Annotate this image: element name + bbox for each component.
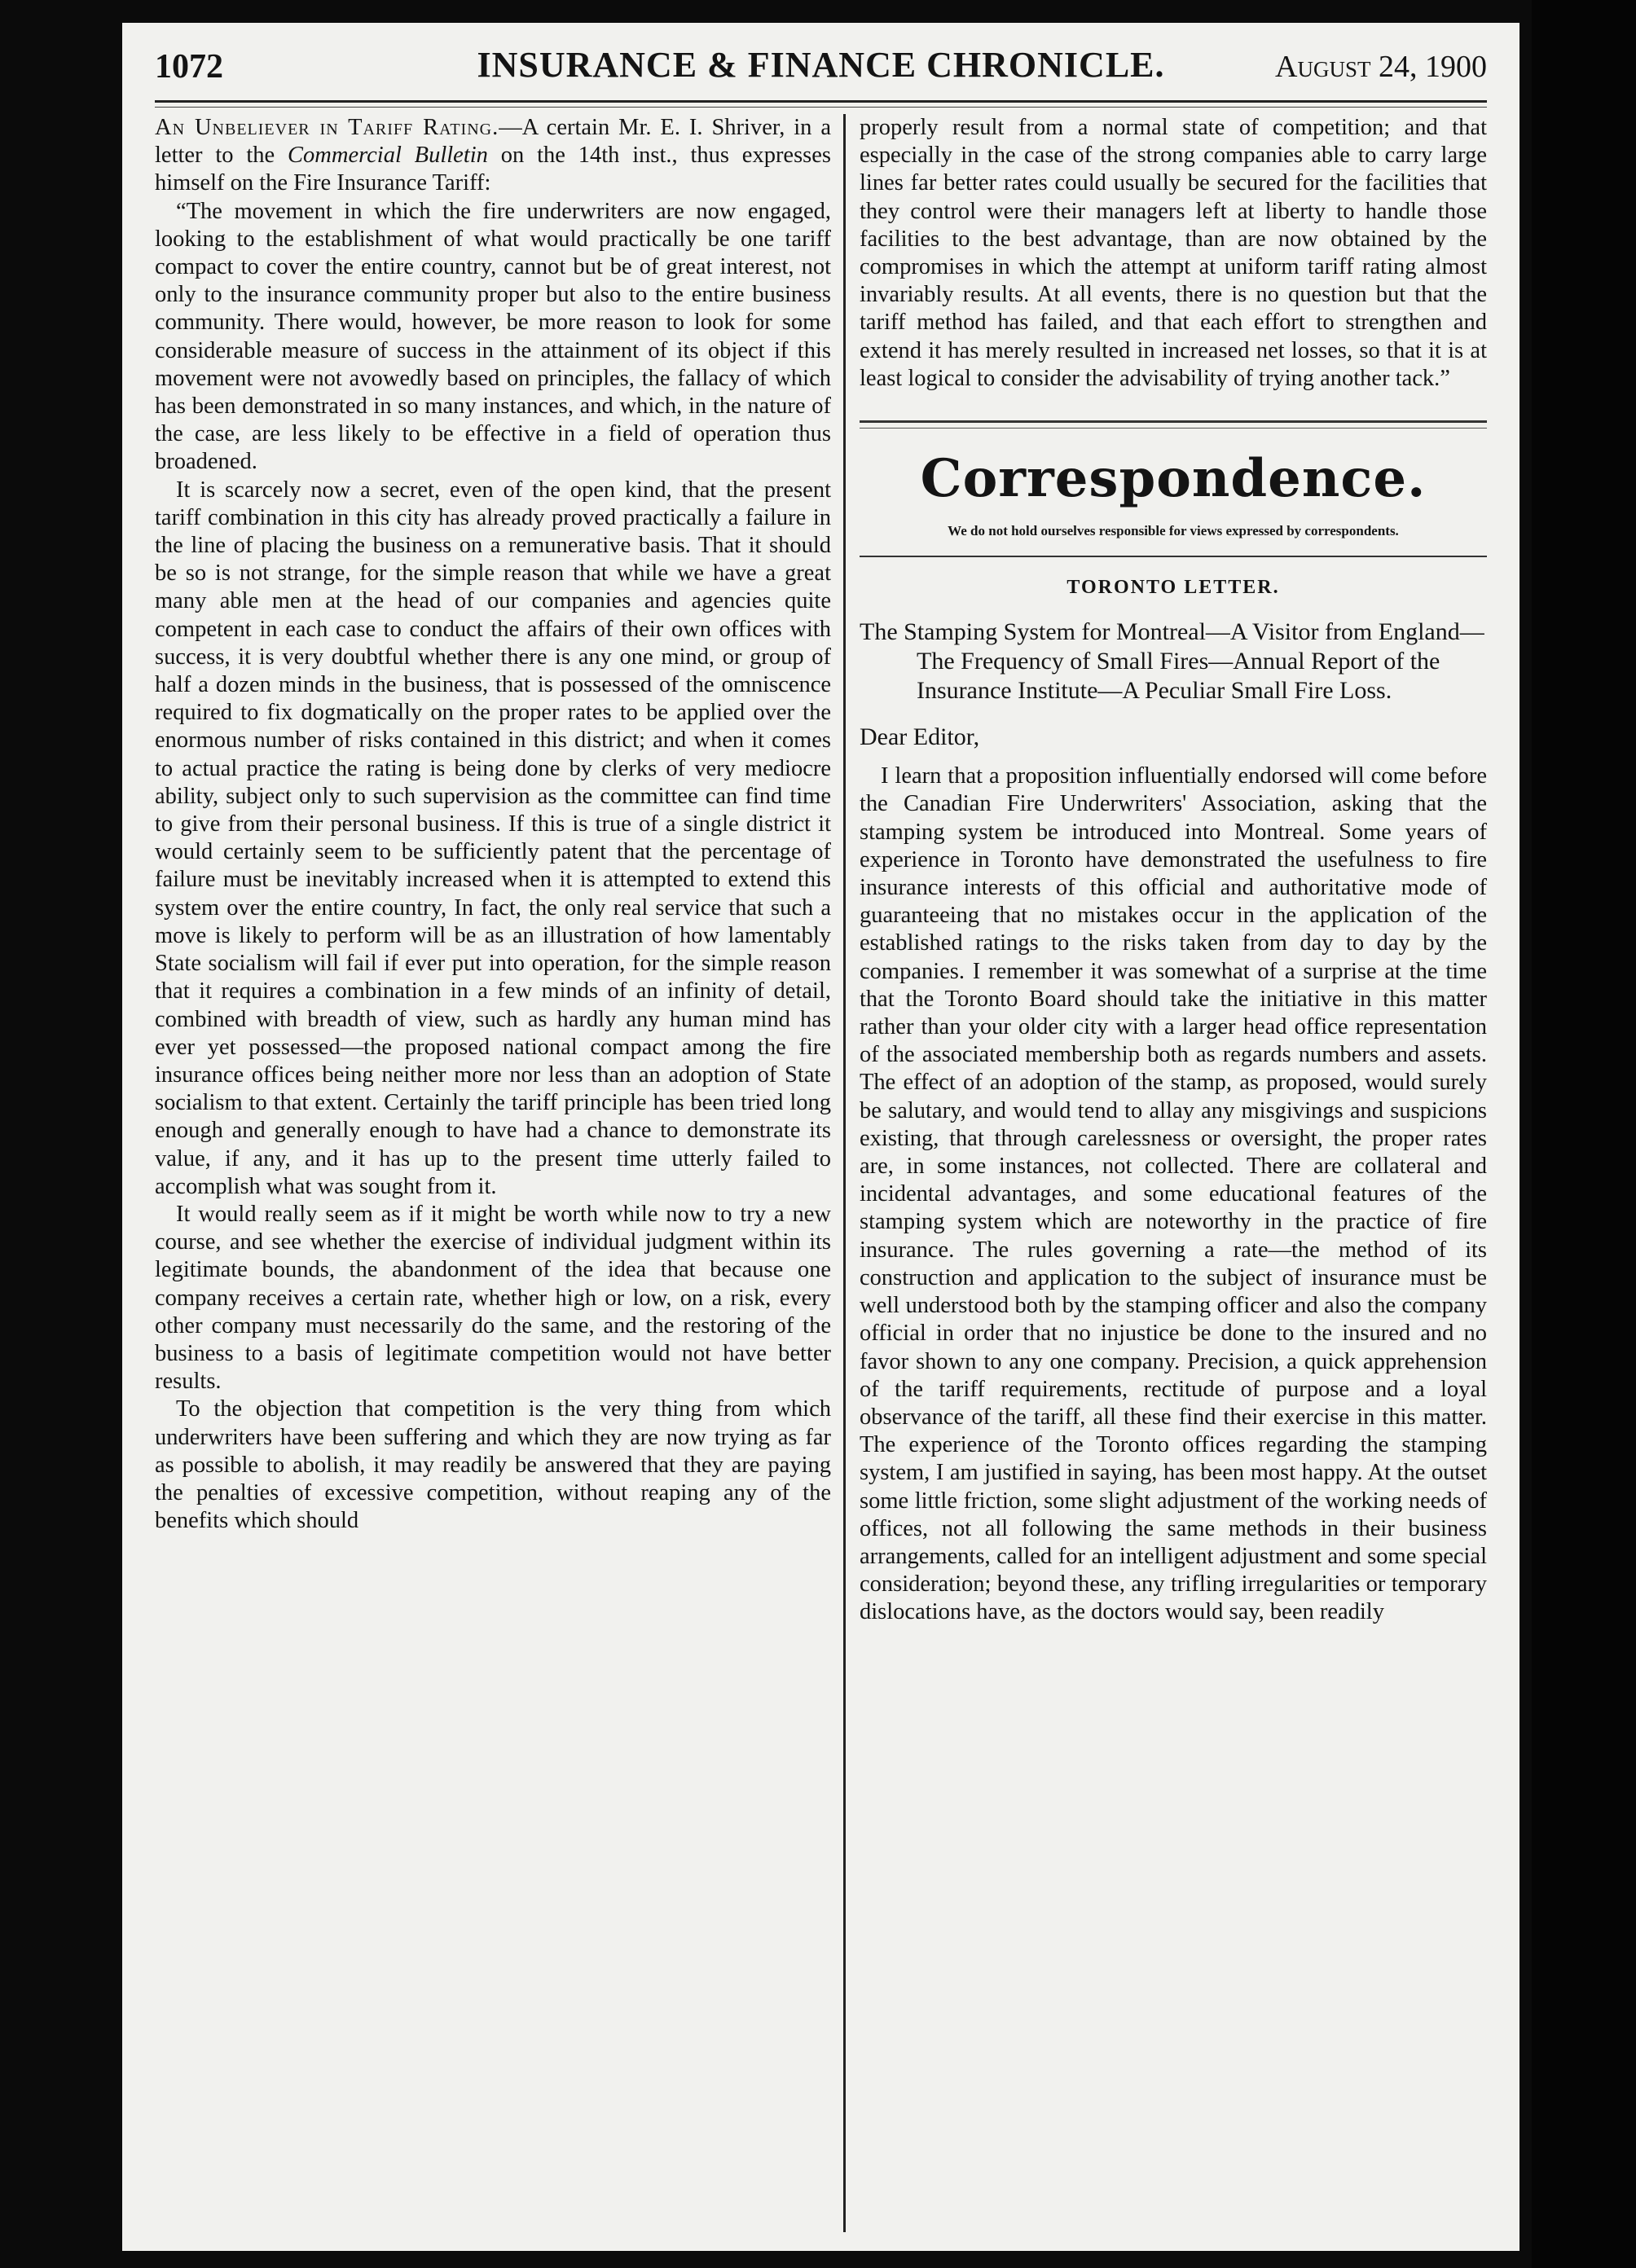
salutation: Dear Editor, — [860, 723, 980, 751]
newspaper-page — [122, 23, 1519, 2251]
intro-text-part2: on the 14th inst., thus expresses himself on the Fire Insurance Tariff: — [155, 143, 832, 196]
section-rule — [860, 420, 1487, 423]
letter-title: TORONTO LETTER. — [1066, 577, 1280, 599]
article-lead-heading: An Unbeliever in Tariff Rating. — [155, 115, 499, 140]
column-divider — [843, 114, 846, 2232]
editorial-disclaimer: We do not hold ourselves responsible for views expressed by correspondents. — [948, 523, 1399, 539]
page-number: 1072 — [155, 48, 223, 86]
publication-title: INSURANCE & FINANCE CHRONICLE. — [477, 45, 1165, 85]
section-heading: Correspondence. — [920, 448, 1427, 510]
letter-summary: The Stamping System for Montreal—A Visitor from England—The Frequency of Small Fires—Annual Report of the Insurance Institute—A Peculiar Small Fire Loss. — [860, 618, 1484, 705]
article-intro-paragraph — [155, 114, 831, 198]
intro-text-part1: —A certain Mr. E. I. Shriver, in a letter to the — [155, 115, 831, 169]
issue-date: August 24, 1900 — [1275, 50, 1487, 84]
letter-rule — [860, 556, 1487, 557]
article-paragraph: To the objection that competition is the very thing from which underwriters have been suffering and which they are now trying as far as possible to abolish, it may readily be answered that they are paying the penalties of excessive competition, without reaping any of the benefits which should — [155, 1396, 831, 1534]
page-header — [155, 44, 1487, 93]
letter-paragraph: I learn that a proposition influentially endorsed will come before the Canadian Fire Underwriters' Association, asking that the stamping system be introduced into Montreal. Some years of experience in Toronto have demonstrated the usefulness to fire insurance interests of this official and authoritative mode of guaranteeing that no mistakes occur in the application of the established ratings to the risks taken from day to day by the companies. I remember it was somewhat of a surprise at the time that the Toronto Board should take the initiative in this matter rather than your older city with a larger head office representation of the associated membership both as regards numbers and assets. The effect of an adoption of the stamp, as proposed, would surely be salutary, and would tend to allay any misgivings and suspicions existing, that through carelessness or oversight, the proper rates are, in some instances, not collected. There are collateral and incidental advantages, and some educational features of the stamping system which are noteworthy in the practice of fire insurance. The rules governing a rate—the method of its construction and application to the subject of insurance must be well understood both by the stamping officer and also the company official in order that no injustice be done to the insured and no favor shown to any one company. Precision, a quick apprehension of the tariff requirements, rectitude of purpose and a loyal observance of the tariff, all these find their exercise in this matter. The experience of the Toronto offices regarding the stamping system, I am justified in saying, has been most happy. At the outset some little friction, some slight adjustment of the working needs of offices, not all following the same methods in their business arrangements, called for an intelligent adjustment and some special consideration; beyond these, any trifling irregularities or temporary dislocations have, as the doctors would say, been readily — [860, 763, 1487, 1625]
article-paragraph: It would really seem as if it might be worth while now to try a new course, and see whether the exercise of individual judgment within its legitimate bounds, the abandonment of the idea that because one company receives a certain rate, whether high or low, on a risk, every other company must necessarily do the same, and the restoring of the business to a basis of legitimate competition would not have better results. — [155, 1201, 831, 1395]
header-rule — [155, 100, 1487, 103]
article-paragraph: It is scarcely now a secret, even of the open kind, that the present tariff combination in this city has already proved practically a failure in the line of placing the business on a remunerative basis. That it should be so is not strange, for the simple reason that while we have a great many able men at the head of our companies and agencies quite competent in each case to conduct the affairs of their own offices with success, it is very doubtful whether there is any one mind, or group of half a dozen minds in the business, that is possessed of the omniscence required to fix dogmatically on the proper rates to be applied over the enormous number of risks contained in this district; and when it comes to actual practice the rating is being done by clerks of very mediocre ability, subject only to such supervision as the committee can find time to give from their personal business. If this is true of a single district it would certainly seem to be sufficiently patent that the percentage of failure must be inevitably increased when it is attempted to extend this system over the entire country, In fact, the only real service that such a move is likely to perform will be as an illustration of how lamentably State socialism will fail if ever put into operation, for the simple reason that it requires a combination in a few minds of an infinity of detail, combined with breadth of view, such as hardly any human mind has ever yet possessed—the proposed national compact among the fire insurance offices being neither more nor less than an adoption of State socialism to that extent. Certainly the tariff principle has been tried long enough and generally enough to have had a chance to demonstrate its value, if any, and it has up to the present time utterly failed to accomplish what was sought from it. — [155, 477, 831, 1199]
header-rule-thin — [155, 107, 1487, 108]
article-paragraph: “The movement in which the fire underwriters are now engaged, looking to the establishment of what would practically be one tariff compact to cover the entire country, cannot but be of great interest, not only to the insurance community proper but also to the entire business community. There would, however, be more reason to look for some considerable measure of success in the attainment of its object if this movement were not avowedly based on principles, the fallacy of which has been demonstrated in so many instances, and which, in the nature of the case, are less likely to be effective in a field of operation thus broadened. — [155, 198, 831, 475]
section-rule-thin — [860, 428, 1487, 429]
scan-edge — [1532, 0, 1636, 2268]
article-continuation: properly result from a normal state of competition; and that especially in the case of the strong companies able to carry large lines far better rates could usually be secured for the facilities that they control were their managers left at liberty to handle those facilities to the best advantage, than are now obtained by the compromises in which the attempt at uniform tariff rating almost invariably results. At all events, there is no question but that the tariff method has failed, and that each effort to strengthen and extend it has merely resulted in increased net losses, so that it is at least logical to consider the advisability of trying another tack.” — [860, 115, 1487, 391]
left-column — [155, 114, 831, 1535]
right-column — [860, 114, 1487, 1627]
publication-name-italic: Commercial Bulletin — [288, 143, 488, 169]
